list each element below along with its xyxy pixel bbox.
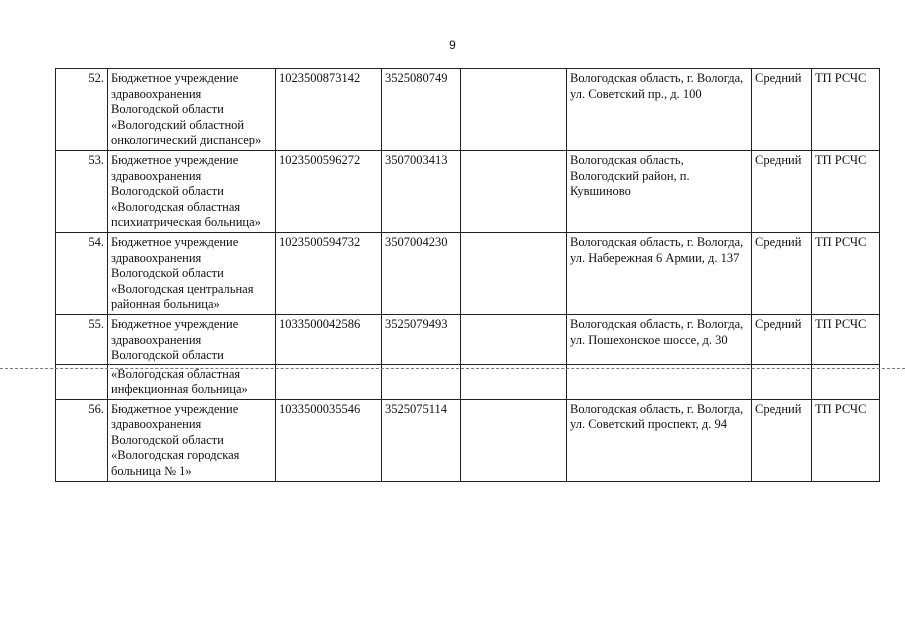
risk-category-cell: Средний [752,233,812,315]
empty-cell [567,364,752,399]
authority-cell: ТП РСЧС [812,315,880,365]
address-cell: Вологодская область, г. Вологда, ул. Пошехонское шоссе, д. 30 [567,315,752,365]
ogrn-cell: 1023500596272 [276,151,382,233]
table-row [56,151,880,233]
organization-name: Бюджетное учреждение здравоохранения Вологодской области [108,315,276,365]
ogrn-cell: 1023500594732 [276,233,382,315]
inn-cell: 3525075114 [382,399,461,481]
inn-cell: 3525079493 [382,315,461,365]
address-cell: Вологодская область, г. Вологда, ул. Набережная 6 Армии, д. 137 [567,233,752,315]
empty-cell [812,364,880,399]
empty-cell [461,69,567,151]
table-row [56,233,880,315]
authority-cell: ТП РСЧС [812,69,880,151]
empty-cell [461,315,567,365]
organization-name: Бюджетное учреждение здравоохранения Вологодской области «Вологодская центральная районная больница» [108,233,276,315]
registry-table [55,68,880,482]
empty-cell [276,364,382,399]
address-cell: Вологодская область, Вологодский район, п. Кувшиново [567,151,752,233]
organization-name: Бюджетное учреждение здравоохранения Вологодской области «Вологодская городская больница № 1» [108,399,276,481]
row-number: 56. [56,399,108,481]
risk-category-cell: Средний [752,69,812,151]
page-number: 9 [449,38,456,52]
table-row [56,315,880,365]
organization-name: Бюджетное учреждение здравоохранения Вологодской области «Вологодский областной онкологический диспансер» [108,69,276,151]
address-cell: Вологодская область, г. Вологда, ул. Советский пр., д. 100 [567,69,752,151]
inn-cell: 3525080749 [382,69,461,151]
row-number: 52. [56,69,108,151]
ogrn-cell: 1033500035546 [276,399,382,481]
authority-cell: ТП РСЧС [812,233,880,315]
authority-cell: ТП РСЧС [812,151,880,233]
ogrn-cell: 1023500873142 [276,69,382,151]
empty-cell [461,151,567,233]
table-row [56,69,880,151]
row-number: 54. [56,233,108,315]
scan-fold-line [0,368,905,369]
risk-category-cell: Средний [752,315,812,365]
organization-name-continued: «Вологодская областная инфекционная больница» [108,364,276,399]
empty-cell [461,399,567,481]
risk-category-cell: Средний [752,399,812,481]
row-number: 53. [56,151,108,233]
address-cell: Вологодская область, г. Вологда, ул. Советский проспект, д. 94 [567,399,752,481]
empty-cell [461,233,567,315]
empty-cell [752,364,812,399]
table-row-continuation [56,364,880,399]
inn-cell: 3507003413 [382,151,461,233]
risk-category-cell: Средний [752,151,812,233]
row-number: 55. [56,315,108,365]
ogrn-cell: 1033500042586 [276,315,382,365]
inn-cell: 3507004230 [382,233,461,315]
table-row [56,399,880,481]
empty-cell [461,364,567,399]
organization-name: Бюджетное учреждение здравоохранения Вологодской области «Вологодская областная психиатрическая больница» [108,151,276,233]
authority-cell: ТП РСЧС [812,399,880,481]
empty-cell [56,364,108,399]
empty-cell [382,364,461,399]
